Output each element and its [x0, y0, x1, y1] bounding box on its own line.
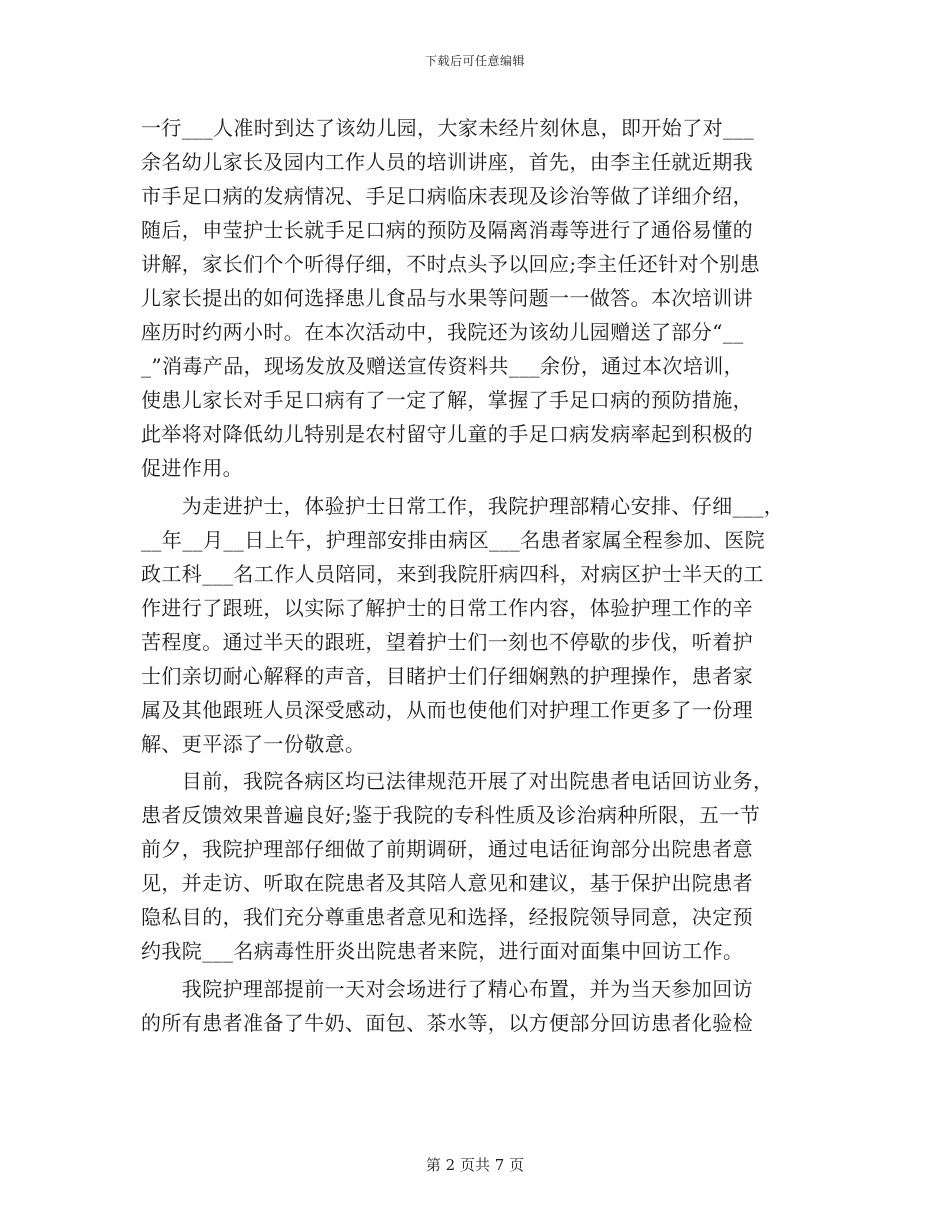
text-line: 座历时约两小时。在本次活动中，我院还为该幼儿园赠送了部分“__	[141, 320, 744, 344]
text-line: 此举将对降低幼儿特别是农村留守儿童的手足口病发病率起到积极的	[141, 422, 753, 446]
text-line: 政工科___名工作人员陪同，来到我院肝病四科，对病区护士半天的工	[141, 561, 764, 586]
text-line: 的所有患者准备了牛奶、面包、茶水等，以方便部分回访患者化验检	[141, 1010, 753, 1035]
text-line: 隐私目的，我们充分尊重患者意见和选择，经报院领导同意，决定预	[141, 905, 753, 929]
text-line: 儿家长提出的如何选择患儿食品与水果等问题一一做答。本次培训讲	[141, 286, 753, 310]
text-line: 讲解，家长们个个听得仔细，不时点头予以回应;李主任还针对个别患	[141, 252, 761, 276]
text-line: 见，并走访、听取在院患者及其陪人意见和建议，基于保护出院患者	[141, 871, 753, 895]
text-line: 随后，申莹护士长就手足口病的预防及隔离消毒等进行了通俗易懂的	[141, 218, 753, 242]
text-line: 使患儿家长对手足口病有了一定了解，掌握了手足口病的预防措施，	[141, 388, 753, 412]
text-line: _”消毒产品，现场发放及赠送宣传资料共___余份，通过本次培训，	[141, 354, 745, 378]
text-line: 解、更平添了一份敬意。	[141, 731, 366, 756]
page-number-footer: 第 2 页共 7 页	[425, 1156, 525, 1174]
text-line: 一行___人准时到达了该幼儿园，大家未经片刻休息，即开始了对___	[141, 116, 755, 140]
text-line: 目前，我院各病区均已法律规范开展了对出院患者电话回访业务，	[141, 769, 774, 793]
paragraph-3	[141, 764, 801, 968]
text-line: 患者反馈效果普遍良好;鉴于我院的专科性质及诊治病种所限，五一节	[141, 803, 761, 827]
text-line: 促进作用。	[141, 456, 243, 480]
document-body	[141, 111, 801, 1040]
page-header-note: 下载后可任意编辑	[424, 54, 525, 68]
text-line: __年__月__日上午，护理部安排由病区___名患者家属全程参加、医院	[141, 527, 765, 552]
text-line: 苦程度。通过半天的跟班，望着护士们一刻也不停歇的步伐，听着护	[141, 629, 753, 654]
text-line: 作进行了跟班，以实际了解护士的日常工作内容，体验护理工作的辛	[141, 595, 753, 620]
text-line: 属及其他跟班人员深受感动，从而也使他们对护理工作更多了一份理	[141, 697, 753, 722]
text-line: 我院护理部提前一天对会场进行了精心布置，并为当天参加回访	[141, 976, 753, 1001]
text-line: 为走进护士，体验护士日常工作，我院护理部精心安排、仔细___，	[141, 493, 785, 518]
text-line: 士们亲切耐心解释的声音，目睹护士们仔细娴熟的护理操作，患者家	[141, 663, 753, 688]
paragraph-2	[141, 489, 801, 761]
paragraph-4	[141, 972, 801, 1040]
paragraph-1	[141, 111, 801, 485]
text-line: 前夕，我院护理部仔细做了前期调研，通过电话征询部分出院患者意	[141, 837, 753, 861]
text-line: 市手足口病的发病情况、手足口病临床表现及诊治等做了详细介绍，	[141, 184, 753, 208]
text-line: 余名幼儿家长及园内工作人员的培训讲座，首先，由李主任就近期我	[141, 150, 753, 174]
text-line: 约我院___名病毒性肝炎出院患者来院，进行面对面集中回访工作。	[141, 939, 744, 963]
